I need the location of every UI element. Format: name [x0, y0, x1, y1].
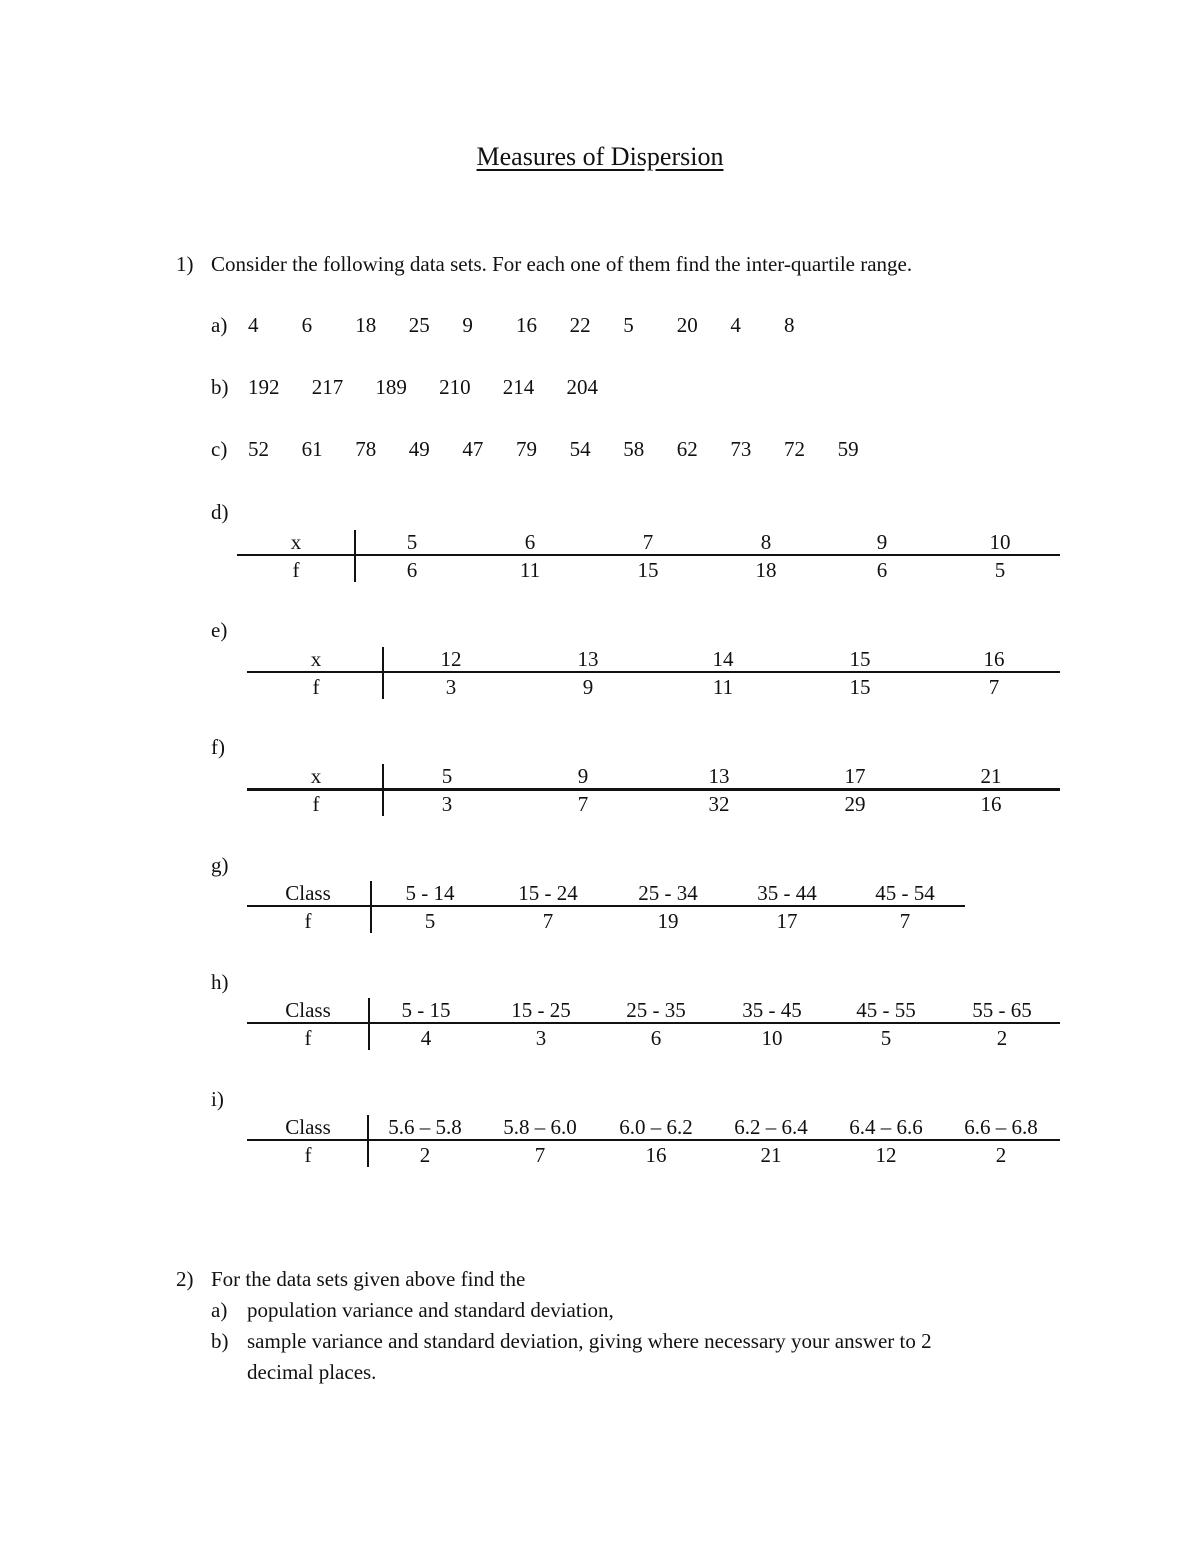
table-i-cell: 6.2 – 6.4	[734, 1115, 808, 1139]
table-h-cell: 15 - 25	[511, 998, 571, 1022]
table-h-label: h)	[211, 970, 229, 994]
table-f-row-header: f	[312, 792, 320, 816]
table-e-cell: 13	[577, 647, 599, 671]
table-e-cell: 3	[445, 675, 457, 699]
table-i-cell: 7	[534, 1143, 546, 1167]
list-a-value: 4	[248, 313, 259, 337]
table-e-cell: 11	[712, 675, 734, 699]
question-1-number: 1)	[176, 252, 194, 276]
table-g-cell: 45 - 54	[875, 881, 935, 905]
table-h-cell: 35 - 45	[742, 998, 802, 1022]
table-d-cell: 8	[760, 530, 772, 554]
table-g-cell: 5 - 14	[405, 881, 455, 905]
table-d-row-header: x	[290, 530, 302, 554]
table-f-cell: 17	[844, 764, 866, 788]
table-i-label: i)	[211, 1087, 224, 1111]
list-a-value: 9	[462, 313, 473, 337]
list-a-value: 4	[730, 313, 741, 337]
list-a-value: 18	[355, 313, 377, 337]
list-c-value: 58	[623, 437, 645, 461]
table-i-cell: 2	[419, 1143, 431, 1167]
table-i-row-header: f	[304, 1143, 312, 1167]
list-c-value: 61	[301, 437, 323, 461]
table-g-cell: 35 - 44	[757, 881, 817, 905]
table-h-cell: 4	[420, 1026, 432, 1050]
table-h-cell: 55 - 65	[972, 998, 1032, 1022]
table-e-divider	[382, 647, 384, 699]
list-b-value: 204	[566, 375, 598, 399]
table-h-cell: 2	[996, 1026, 1008, 1050]
table-f-cell: 13	[708, 764, 730, 788]
list-a-value: 20	[676, 313, 698, 337]
list-c-value: 49	[408, 437, 430, 461]
list-c-value: 47	[462, 437, 484, 461]
question-2-number: 2)	[176, 1267, 194, 1291]
table-d-cell: 6	[524, 530, 536, 554]
question-2a-label: a)	[211, 1298, 228, 1322]
table-g-cell: 7	[899, 909, 911, 933]
table-h-cell: 45 - 55	[856, 998, 916, 1022]
table-g-row-header: Class	[285, 881, 331, 905]
table-d-cell: 10	[989, 530, 1011, 554]
table-d-cell: 15	[637, 558, 659, 582]
table-i-cell: 2	[995, 1143, 1007, 1167]
table-d-cell: 7	[642, 530, 654, 554]
table-d-cell: 5	[994, 558, 1006, 582]
table-i-cell: 5.6 – 5.8	[388, 1115, 462, 1139]
table-h-cell: 6	[650, 1026, 662, 1050]
table-h-cell: 5 - 15	[401, 998, 451, 1022]
table-g-cell: 19	[657, 909, 679, 933]
list-c-value: 73	[730, 437, 752, 461]
page-title: Measures of Dispersion	[476, 142, 724, 171]
table-f-cell: 32	[708, 792, 730, 816]
table-i-cell: 6.0 – 6.2	[619, 1115, 693, 1139]
table-h-row-header: f	[304, 1026, 312, 1050]
table-g-label: g)	[211, 853, 229, 877]
table-e-cell: 12	[440, 647, 462, 671]
table-i-cell: 16	[645, 1143, 667, 1167]
table-h-row-header: Class	[285, 998, 331, 1022]
table-i-cell: 5.8 – 6.0	[503, 1115, 577, 1139]
list-a-value: 6	[301, 313, 313, 337]
question-2-prompt: For the data sets given above find the	[211, 1267, 526, 1291]
table-f-cell: 29	[844, 792, 866, 816]
table-e-cell: 16	[983, 647, 1005, 671]
table-g-cell: 17	[776, 909, 798, 933]
table-e-row-header: f	[312, 675, 320, 699]
list-c-value: 52	[248, 437, 269, 461]
list-c-value: 78	[355, 437, 377, 461]
table-i-cell: 21	[760, 1143, 782, 1167]
table-d-cell: 5	[406, 530, 418, 554]
list-a-value: 8	[784, 313, 795, 337]
table-d-cell: 6	[406, 558, 418, 582]
table-e-cell: 14	[712, 647, 734, 671]
table-i-cell: 6.4 – 6.6	[849, 1115, 923, 1139]
table-e-row-header: x	[310, 647, 322, 671]
question-2a-text: population variance and standard deviation,	[247, 1298, 614, 1322]
table-f-cell: 7	[577, 792, 589, 816]
list-b-value: 189	[375, 375, 407, 399]
table-e-cell: 9	[582, 675, 594, 699]
table-f-row-header: x	[310, 764, 322, 788]
list-c-value: 79	[516, 437, 537, 461]
list-a-value: 5	[623, 313, 634, 337]
table-d-cell: 18	[755, 558, 777, 582]
table-d-row-header: f	[292, 558, 300, 582]
list-b-value: 192	[248, 375, 280, 399]
table-h-cell: 25 - 35	[626, 998, 686, 1022]
table-f-cell: 21	[980, 764, 1002, 788]
table-d-label: d)	[211, 500, 229, 524]
table-f-cell: 9	[577, 764, 589, 788]
list-c-value: 62	[676, 437, 698, 461]
table-e-label: e)	[211, 618, 228, 642]
table-d-cell: 11	[519, 558, 541, 582]
list-a-value: 25	[408, 313, 430, 337]
table-e-cell: 15	[849, 675, 871, 699]
table-g-cell: 5	[424, 909, 436, 933]
list-c-value: 54	[569, 437, 591, 461]
question-2b-text: sample variance and standard deviation, giving where necessary your answer to 2	[247, 1329, 932, 1353]
table-d-cell: 6	[876, 558, 888, 582]
table-e-cell: 15	[849, 647, 871, 671]
table-h-cell: 10	[761, 1026, 783, 1050]
table-f-cell: 5	[441, 764, 453, 788]
table-g-cell: 25 - 34	[638, 881, 698, 905]
list-b-value: 214	[502, 375, 535, 399]
table-h-cell: 3	[535, 1026, 547, 1050]
table-f-cell: 16	[980, 792, 1002, 816]
table-d-cell: 9	[876, 530, 888, 554]
list-b-label: b)	[211, 375, 229, 399]
table-g-cell: 7	[542, 909, 554, 933]
list-c-value: 59	[837, 437, 859, 461]
list-a-label: a)	[211, 313, 228, 337]
question-2b-label: b)	[211, 1329, 229, 1353]
question-1-prompt: Consider the following data sets. For each one of them find the inter-quartile range.	[211, 252, 913, 276]
table-f-label: f)	[211, 735, 225, 759]
question-2b-continuation: decimal places.	[247, 1360, 377, 1384]
list-a-value: 22	[569, 313, 591, 337]
table-f-divider	[382, 764, 384, 816]
list-b-value: 210	[439, 375, 471, 399]
table-i-cell: 12	[875, 1143, 897, 1167]
list-c-label: c)	[211, 437, 228, 461]
table-g-cell: 15 - 24	[518, 881, 578, 905]
table-i-row-header: Class	[285, 1115, 331, 1139]
table-h-cell: 5	[880, 1026, 892, 1050]
table-g-row-header: f	[304, 909, 312, 933]
table-f-cell: 3	[441, 792, 453, 816]
table-e-cell: 7	[988, 675, 1000, 699]
table-i-cell: 6.6 – 6.8	[964, 1115, 1038, 1139]
list-b-value: 217	[311, 375, 344, 399]
list-a-value: 16	[516, 313, 537, 337]
list-c-value: 72	[784, 437, 805, 461]
